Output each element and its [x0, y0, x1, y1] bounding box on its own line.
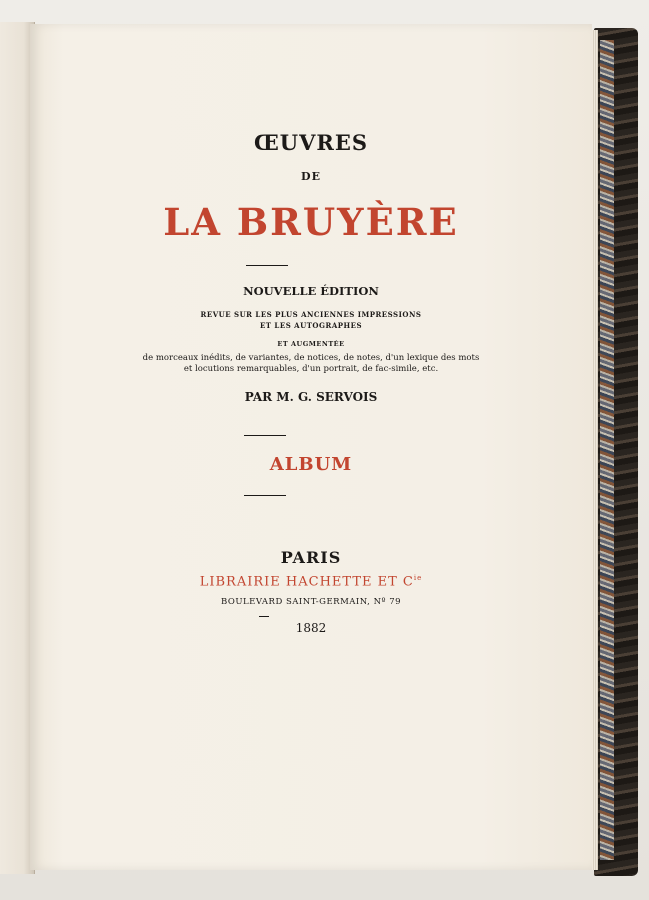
publisher-superscript: ie: [413, 574, 423, 582]
divider-1: [246, 265, 288, 266]
year: 1882: [295, 621, 327, 635]
description-line-2: et locutions remarquables, d'un portrait, de fac-simile, etc.: [183, 364, 439, 374]
city: PARIS: [280, 548, 342, 567]
publisher-name: LIBRAIRIE HACHETTE ET C: [199, 574, 414, 590]
revue-line-1: REVUE SUR LES PLUS ANCIENNES IMPRESSIONS: [200, 310, 422, 319]
address: BOULEVARD SAINT-GERMAIN, Nº 79: [220, 597, 402, 607]
divider-3: [244, 495, 286, 496]
publisher: [30, 574, 592, 589]
description-line-1: de morceaux inédits, de variantes, de notices, de notes, d'un lexique des mots: [142, 353, 480, 363]
divider-2: [244, 435, 286, 436]
marbled-edge: [600, 40, 614, 860]
author-credit: PAR M. G. SERVOIS: [244, 390, 378, 404]
augmentee-label: ET AUGMENTÉE: [277, 340, 345, 348]
title-oeuvres: ŒUVRES: [253, 130, 368, 155]
author-name: LA BRUYÈRE: [163, 200, 459, 244]
edition-label: NOUVELLE ÉDITION: [243, 284, 379, 298]
divider-4: [259, 616, 269, 617]
title-de: DE: [301, 170, 321, 183]
revue-line-2: ET LES AUTOGRAPHES: [259, 321, 363, 330]
title-page: [30, 24, 592, 870]
album-title: ALBUM: [269, 454, 353, 475]
